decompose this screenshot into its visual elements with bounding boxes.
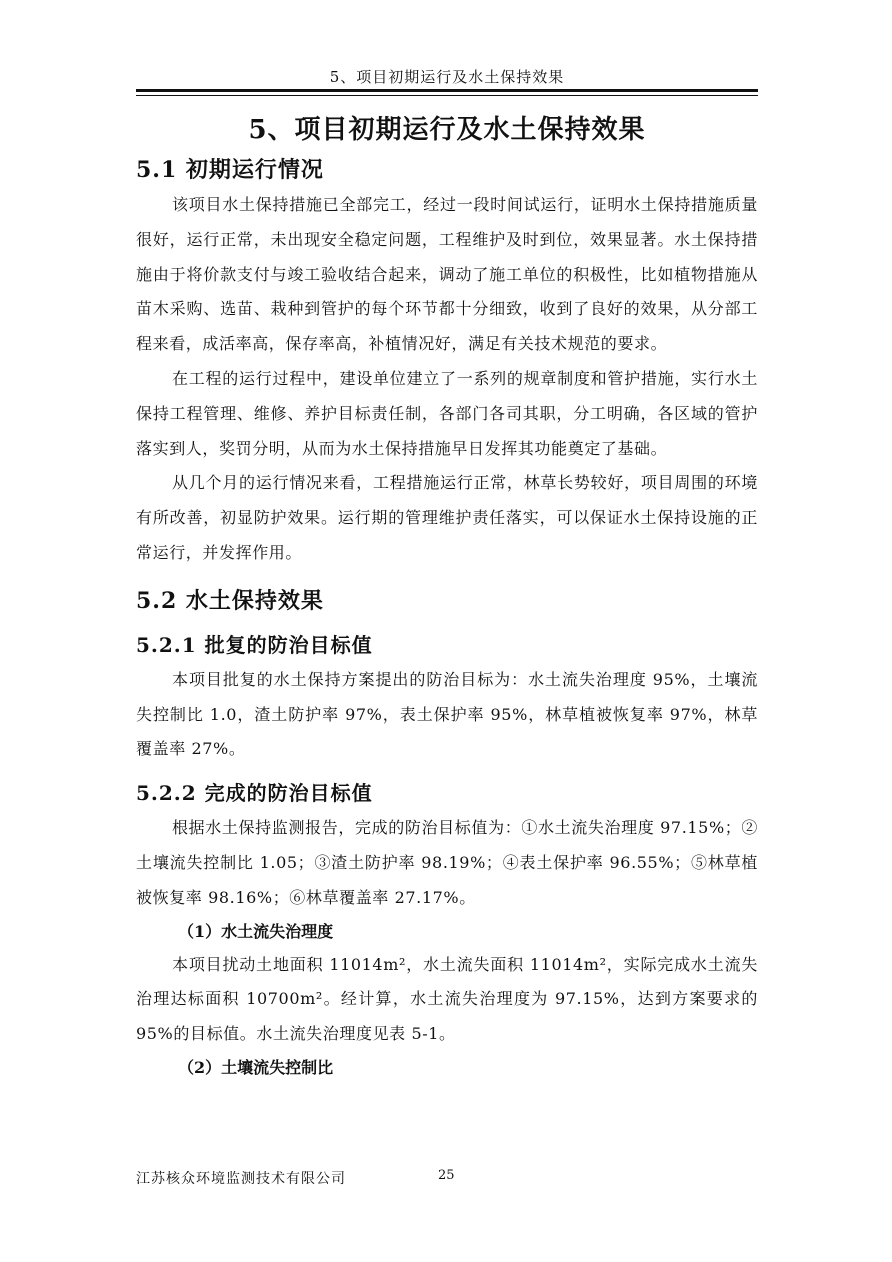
header-rule-thick (136, 89, 758, 92)
header-rule-thin (136, 95, 758, 96)
item-1-heading: （1）水土流失治理度 (178, 921, 334, 941)
section-5-2-2-paragraph: 根据水土保持监测报告，完成的防治目标值为：①水土流失治理度 97.15%；②土壤流失控制比 1.05；③渣土防护率 98.19%；④表土保护率 96.55%；⑤林草植被恢复率 98.16%；⑥林草覆盖率 27.17%。 (136, 818, 758, 907)
section-5-1-paragraph: 从几个月的运行情况来看，工程措施运行正常，林草长势较好，项目周围的环境有所改善，初显防护效果。运行期的管理维护责任落实，可以保证水土保持设施的正常运行，并发挥作用。 (136, 473, 758, 562)
item-2-heading: （2）土壤流失控制比 (178, 1057, 334, 1077)
running-header: 5、项目初期运行及水土保持效果 (329, 68, 565, 86)
section-5-2-1-heading: 5.2.1 批复的防治目标值 (136, 632, 373, 657)
item-1-paragraph: 本项目扰动土地面积 11014m²，水土流失面积 11014m²，实际完成水土流失治理达标面积 10700m²。经计算，水土流失治理度为 97.15%，达到方案要求的 95%的目标值。水土流失治理度见表 5-1。 (136, 954, 758, 1044)
spacer (136, 571, 758, 583)
section-5-1-paragraph: 该项目水土保持措施已全部完工，经过一段时间试运行，证明水土保持措施质量很好，运行正常，未出现安全稳定问题，工程维护及时到位，效果显著。水土保持措施由于将价款支付与竣工验收结合起来，调动了施工单位的积极性，比如植物措施从苗木采购、选苗、栽种到管护的每个环节都十分细致，收到了良好的效果，从分部工程来看，成活率高，保存率高，补植情况好，满足有关技术规范的要求。 (136, 195, 758, 354)
section-5-2-heading: 5.2 水土保持效果 (136, 587, 324, 614)
spacer (136, 619, 758, 627)
section-5-2-2-heading: 5.2.2 完成的防治目标值 (136, 781, 373, 806)
footer-company: 江苏核众环境监测技术有限公司 (136, 1171, 346, 1187)
page-number: 25 (438, 1168, 455, 1183)
section-5-1-heading: 5.1 初期运行情况 (136, 157, 324, 183)
chapter-title: 5、项目初期运行及水土保持效果 (248, 115, 646, 145)
spacer (136, 767, 758, 775)
section-5-2-1-paragraph: 本项目批复的水土保持方案提出的防治目标为：水土流失治理度 95%，土壤流失控制比 1.0，渣土防护率 97%，表土保护率 95%，林草植被恢复率 97%，林草覆盖率 27%。 (136, 669, 758, 759)
page-content (136, 104, 758, 1084)
section-5-1-paragraph: 在工程的运行过程中，建设单位建立了一系列的规章制度和管护措施，实行水土保持工程管理、维修、养护目标责任制，各部门各司其职，分工明确，各区域的管护落实到人，奖罚分明，从而为水土保持措施早日发挥其功能奠定了基础。 (136, 368, 758, 458)
